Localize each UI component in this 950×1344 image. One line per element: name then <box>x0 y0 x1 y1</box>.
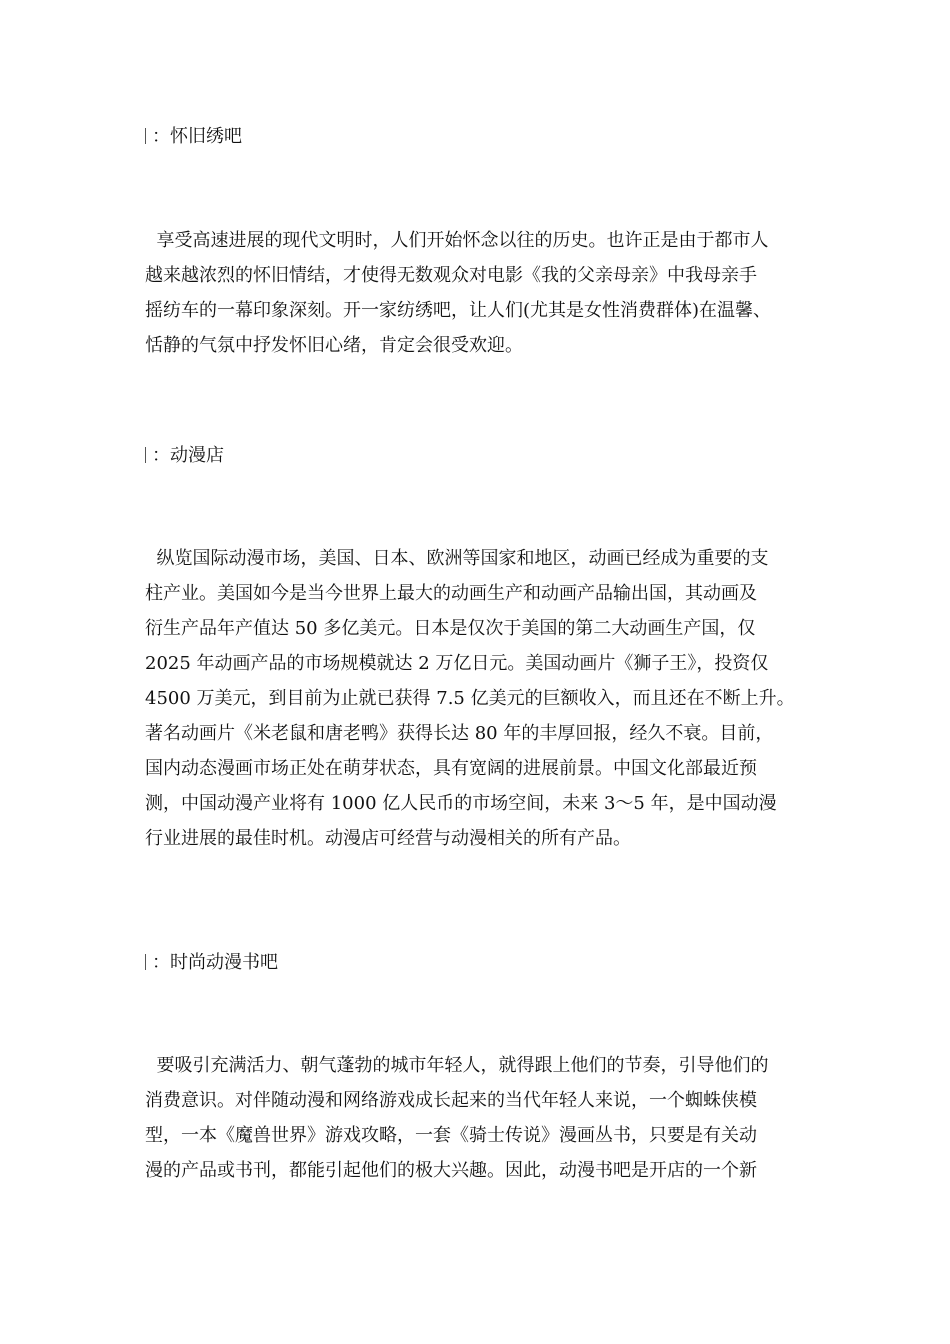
heading-marker <box>145 954 146 970</box>
paragraph-line: 4500 万美元，到目前为止就已获得 7.5 亿美元的巨额收入，而且还在不断上升。 <box>145 688 795 709</box>
heading-marker <box>145 128 146 144</box>
paragraph-line: 恬静的气氛中抒发怀旧心绪，肯定会很受欢迎。 <box>145 335 523 356</box>
paragraph-line: 消费意识。对伴随动漫和网络游戏成长起来的当代年轻人来说，一个蜘蛛侠模 <box>145 1090 757 1111</box>
paragraph-line: 要吸引充满活力、朝气蓬勃的城市年轻人，就得跟上他们的节奏，引导他们的 <box>145 1055 769 1076</box>
paragraph-line: 纵览国际动漫市场，美国、日本、欧洲等国家和地区，动画已经成为重要的支 <box>145 548 769 569</box>
section-heading-text: ：时尚动漫书吧 <box>152 952 278 973</box>
section-paragraph <box>145 223 810 363</box>
section-paragraph <box>145 1048 810 1188</box>
paragraph-line: 越来越浓烈的怀旧情结，才使得无数观众对电影《我的父亲母亲》中我母亲手 <box>145 265 757 286</box>
paragraph-line: 摇纺车的一幕印象深刻。开一家纺绣吧，让人们(尤其是女性消费群体)在温馨、 <box>145 300 772 321</box>
heading-marker <box>145 447 146 463</box>
paragraph-line: 漫的产品或书刊，都能引起他们的极大兴趣。因此，动漫书吧是开店的一个新 <box>145 1160 757 1181</box>
section-heading <box>145 951 278 975</box>
paragraph-line: 测，中国动漫产业将有 1000 亿人民币的市场空间，未来 3～5 年，是中国动漫 <box>145 793 777 814</box>
paragraph-line: 2025 年动画产品的市场规模就达 2 万亿日元。美国动画片《狮子王》，投资仅 <box>145 653 769 674</box>
paragraph-line: 行业进展的最佳时机。动漫店可经营与动漫相关的所有产品。 <box>145 828 631 849</box>
section-paragraph <box>145 541 810 856</box>
paragraph-line: 享受高速进展的现代文明时，人们开始怀念以往的历史。也许正是由于都市人 <box>145 230 769 251</box>
section-heading <box>145 125 242 149</box>
paragraph-line: 国内动态漫画市场正处在萌芽状态，具有宽阔的进展前景。中国文化部最近预 <box>145 758 757 779</box>
paragraph-line: 著名动画片《米老鼠和唐老鸭》获得长达 80 年的丰厚回报，经久不衰。目前， <box>145 723 774 744</box>
paragraph-line: 型，一本《魔兽世界》游戏攻略，一套《骑士传说》漫画丛书，只要是有关动 <box>145 1125 757 1146</box>
section-heading-text: ：怀旧绣吧 <box>152 126 242 147</box>
paragraph-line: 衍生产品年产值达 50 多亿美元。日本是仅次于美国的第二大动画生产国，仅 <box>145 618 756 639</box>
section-heading <box>145 444 224 468</box>
paragraph-line: 柱产业。美国如今是当今世界上最大的动画生产和动画产品输出国，其动画及 <box>145 583 757 604</box>
section-heading-text: ：动漫店 <box>152 445 224 466</box>
